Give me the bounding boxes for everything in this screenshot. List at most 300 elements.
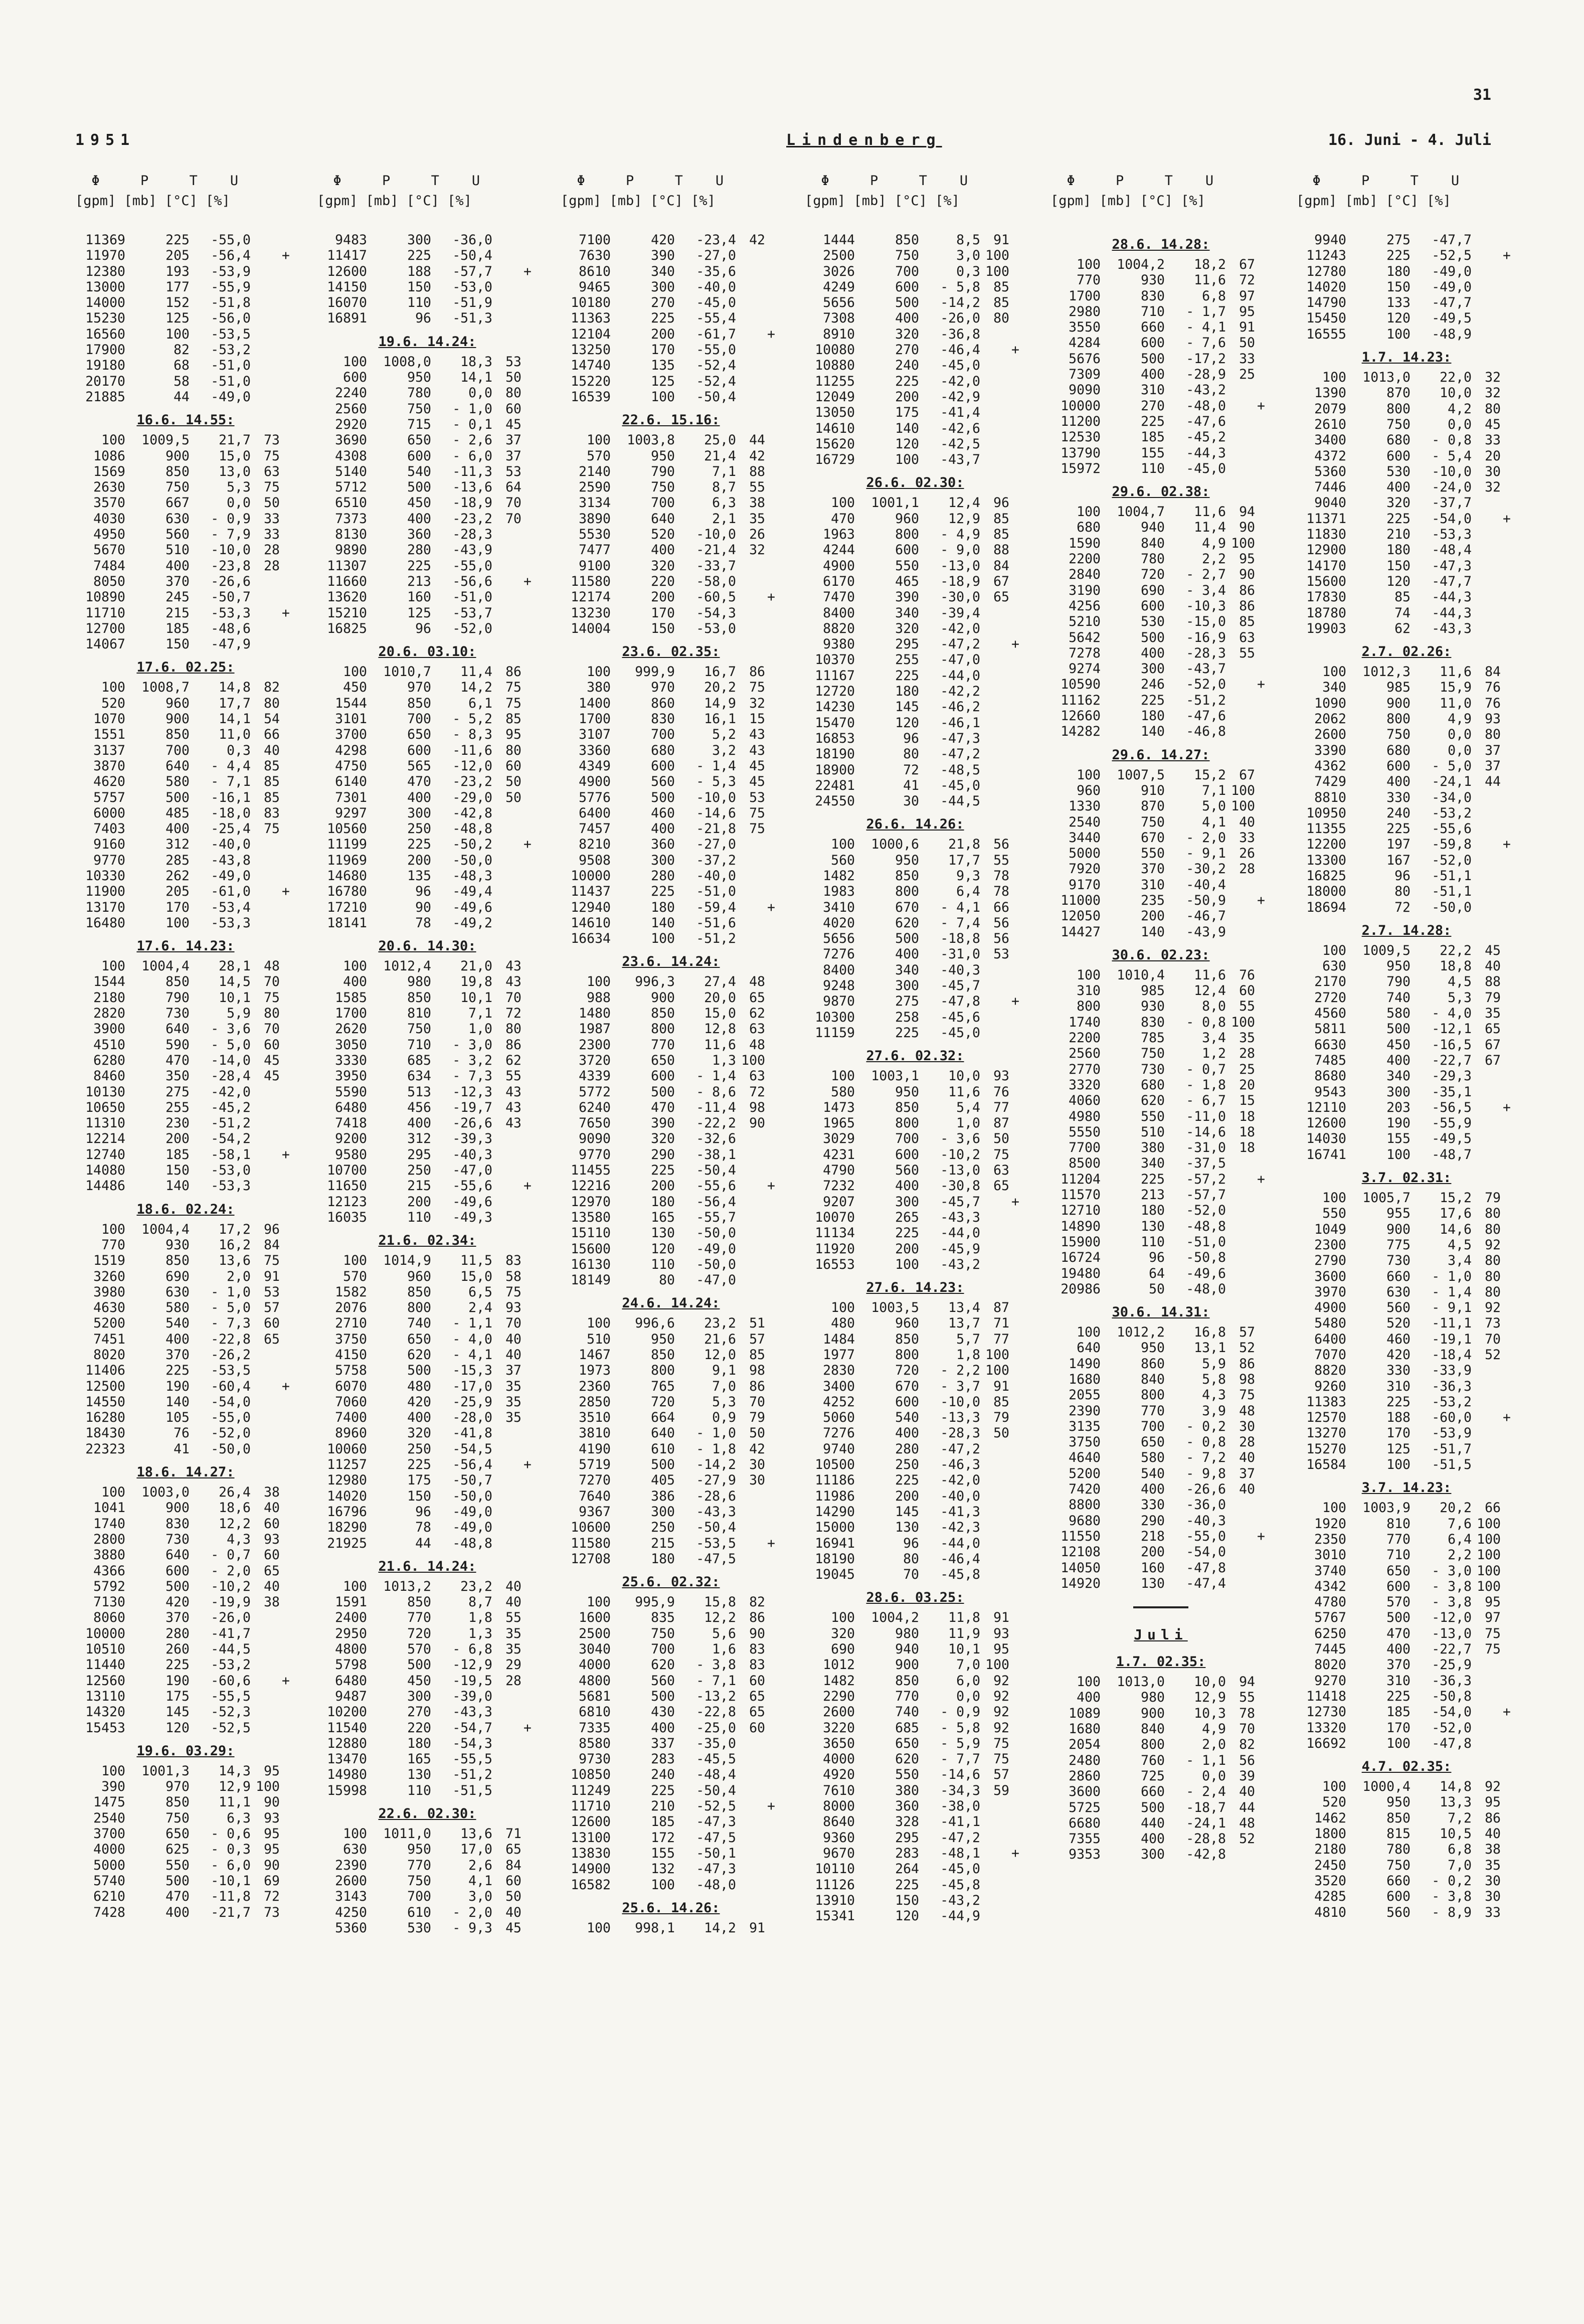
- humidity-cell: 86: [749, 1378, 765, 1394]
- table-row: [75, 680, 296, 695]
- pressure-cell: 850: [165, 1794, 190, 1810]
- table-row: [75, 232, 296, 248]
- geopotential-cell: 7477: [579, 542, 611, 558]
- table-row: [317, 1315, 538, 1331]
- temperature-cell: -45,8: [940, 1567, 980, 1583]
- temperature-cell: 17,0: [460, 1842, 492, 1858]
- humidity-cell: 86: [749, 1610, 765, 1626]
- temperature-cell: -43,3: [940, 1209, 980, 1225]
- temperature-cell: -52,5: [1432, 248, 1472, 264]
- temperature-cell: -34,3: [940, 1782, 980, 1798]
- tropopause-mark: +: [282, 248, 290, 264]
- humidity-cell: 50: [264, 495, 280, 511]
- humidity-cell: 45: [1485, 942, 1501, 958]
- temperature-cell: 12,2: [219, 1516, 251, 1532]
- geopotential-cell: 17830: [1306, 589, 1346, 605]
- pressure-cell: 380: [1141, 1140, 1165, 1156]
- geopotential-cell: 2200: [1069, 1030, 1101, 1046]
- geopotential-cell: 4810: [1314, 1904, 1346, 1920]
- pressure-cell: 1004,7: [1117, 504, 1165, 520]
- temperature-cell: -50,4: [696, 1782, 736, 1798]
- pressure-cell: 400: [165, 558, 190, 574]
- pressure-cell: 950: [1386, 958, 1411, 974]
- table-row: [1296, 448, 1517, 464]
- pressure-cell: 500: [651, 1084, 675, 1100]
- pressure-cell: 500: [1141, 1799, 1165, 1815]
- humidity-cell: 100: [985, 263, 1009, 279]
- geopotential-cell: 14740: [571, 358, 611, 374]
- pressure-cell: 125: [1386, 1441, 1411, 1457]
- geopotential-cell: 18000: [1306, 884, 1346, 900]
- pressure-cell: 750: [1141, 1046, 1165, 1062]
- geopotential-cell: 13830: [571, 1845, 611, 1861]
- pressure-cell: 360: [651, 837, 675, 853]
- geopotential-cell: 14020: [1306, 279, 1346, 295]
- geopotential-cell: 4339: [579, 1068, 611, 1084]
- pressure-cell: 100: [165, 915, 190, 931]
- pressure-cell: 450: [407, 495, 431, 511]
- pressure-cell: 530: [407, 1920, 431, 1936]
- humidity-cell: 63: [749, 1068, 765, 1084]
- temperature-cell: -55,4: [696, 310, 736, 326]
- geopotential-cell: 9367: [579, 1504, 611, 1520]
- pressure-cell: 850: [895, 232, 919, 248]
- humidity-cell: 50: [505, 774, 521, 790]
- sounding-block: [317, 934, 538, 1225]
- humidity-cell: 29: [505, 1657, 521, 1673]
- table-row: [317, 1626, 538, 1641]
- sounding-date-time: 17.6. 02.25:: [136, 659, 235, 676]
- pressure-cell: 170: [651, 342, 675, 358]
- temperature-cell: 16,8: [1194, 1324, 1226, 1341]
- geopotential-cell: 2180: [93, 989, 125, 1006]
- temperature-cell: 6,4: [956, 884, 980, 900]
- table-row: [317, 1579, 538, 1594]
- pressure-cell: 400: [1141, 367, 1165, 383]
- pressure-cell: 96: [903, 730, 919, 746]
- pressure-cell: 660: [1141, 1784, 1165, 1800]
- pressure-cell: 685: [895, 1720, 919, 1736]
- temperature-cell: -47,8: [940, 993, 980, 1010]
- humidity-cell: 95: [264, 1763, 280, 1779]
- temperature-cell: 15,0: [704, 1006, 736, 1022]
- geopotential-cell: 14030: [1306, 1131, 1346, 1147]
- pressure-cell: 110: [1141, 1234, 1165, 1250]
- sounding-title: [1296, 345, 1517, 370]
- geopotential-cell: 2950: [335, 1625, 367, 1641]
- pressure-cell: 100: [1386, 326, 1411, 342]
- temperature-cell: -52,0: [1186, 677, 1226, 693]
- geopotential-cell: 9270: [1314, 1673, 1346, 1689]
- table-row: [1050, 798, 1271, 814]
- temperature-cell: 0,0: [227, 495, 251, 511]
- humidity-cell: 69: [264, 1873, 280, 1889]
- geopotential-cell: 4560: [1314, 1006, 1346, 1022]
- humidity-cell: 100: [985, 1347, 1009, 1363]
- table-row: [1296, 1237, 1517, 1253]
- pressure-cell: 560: [165, 527, 190, 543]
- geopotential-cell: 8810: [1314, 789, 1346, 805]
- geopotential-cell: 3810: [579, 1425, 611, 1441]
- pressure-cell: 225: [1141, 692, 1165, 708]
- table-row: [1050, 814, 1271, 830]
- geopotential-cell: 100: [1322, 370, 1346, 386]
- table-row: [805, 1641, 1025, 1657]
- table-row: [317, 232, 538, 248]
- pressure-cell: 72: [903, 762, 919, 778]
- temperature-cell: -11,8: [211, 1889, 251, 1905]
- geopotential-cell: 4249: [823, 279, 855, 295]
- humidity-cell: 37: [1485, 758, 1501, 774]
- pressure-cell: 450: [407, 1673, 431, 1689]
- humidity-cell: 55: [1239, 999, 1255, 1015]
- geopotential-cell: 1590: [1069, 535, 1101, 551]
- table-row: [317, 511, 538, 527]
- tropopause-mark: +: [1011, 1845, 1019, 1861]
- pressure-cell: 225: [1386, 511, 1411, 527]
- temperature-cell: 3,4: [1202, 1030, 1226, 1046]
- pressure-cell: 96: [415, 1504, 431, 1520]
- geopotential-cell: 13050: [815, 405, 855, 421]
- temperature-cell: -43,3: [1432, 620, 1472, 636]
- pressure-cell: 300: [651, 1504, 675, 1520]
- temperature-cell: 13,6: [460, 1826, 492, 1842]
- temperature-cell: -51,2: [696, 931, 736, 947]
- geopotential-cell: 7640: [579, 1488, 611, 1504]
- temperature-cell: - 7,4: [940, 915, 980, 931]
- geopotential-cell: 8820: [823, 620, 855, 636]
- tropopause-mark: +: [523, 837, 532, 853]
- table-row: [805, 326, 1025, 342]
- table-row: [805, 605, 1025, 621]
- pressure-cell: 650: [165, 1826, 190, 1842]
- pressure-cell: 1014,9: [383, 1253, 431, 1269]
- humidity-cell: 92: [1485, 1779, 1501, 1795]
- pressure-cell: 610: [651, 1441, 675, 1457]
- pressure-cell: 120: [895, 715, 919, 731]
- temperature-cell: -50,9: [1186, 892, 1226, 908]
- pressure-cell: 200: [651, 326, 675, 342]
- temperature-cell: -13,2: [696, 1688, 736, 1704]
- table-row: [805, 1720, 1025, 1736]
- temperature-cell: - 8,3: [452, 727, 492, 743]
- geopotential-cell: 4030: [93, 511, 125, 527]
- pressure-cell: 770: [407, 1610, 431, 1626]
- geopotential-cell: 3360: [579, 742, 611, 758]
- sounding-date-time: 27.6. 02.32:: [866, 1048, 964, 1064]
- geopotential-cell: 7308: [823, 310, 855, 326]
- geopotential-cell: 1977: [823, 1347, 855, 1363]
- temperature-cell: 13,3: [1440, 1794, 1472, 1810]
- table-row: [1296, 727, 1517, 742]
- sounding-date-time: 4.7. 02.35:: [1361, 1759, 1452, 1775]
- temperature-cell: -14,2: [940, 295, 980, 311]
- sounding-date-time: 3.7. 02.31:: [1361, 1170, 1452, 1186]
- table-row: [1296, 943, 1517, 958]
- pressure-cell: 145: [895, 1504, 919, 1520]
- geopotential-cell: 13000: [85, 279, 125, 295]
- humidity-cell: 73: [264, 432, 280, 448]
- temperature-cell: 11,8: [948, 1610, 980, 1626]
- pressure-cell: 150: [895, 1892, 919, 1908]
- pressure-cell: 700: [1141, 1418, 1165, 1434]
- temperature-cell: -34,0: [1432, 789, 1472, 805]
- pressure-cell: 320: [1386, 495, 1411, 511]
- temperature-cell: - 8,9: [1432, 1904, 1472, 1920]
- humidity-cell: 75: [1239, 1387, 1255, 1403]
- pressure-cell: 775: [1386, 1237, 1411, 1253]
- table-row: [1296, 1425, 1517, 1441]
- pressure-cell: 200: [895, 389, 919, 405]
- sounding-date-time: 26.6. 02.30:: [866, 475, 964, 491]
- table-row: [317, 1379, 538, 1394]
- table-row: [1050, 1234, 1271, 1250]
- pressure-cell: 100: [165, 326, 190, 342]
- pressure-cell: 300: [895, 978, 919, 994]
- geopotential-cell: 9297: [335, 805, 367, 821]
- geopotential-cell: 4800: [335, 1641, 367, 1657]
- table-row: [1296, 621, 1517, 636]
- humidity-cell: 37: [1485, 742, 1501, 758]
- temperature-cell: - 5,8: [940, 1720, 980, 1736]
- geopotential-cell: 1544: [93, 974, 125, 990]
- humidity-cell: 85: [264, 774, 280, 790]
- pressure-cell: 250: [895, 1457, 919, 1473]
- geopotential-cell: 8210: [579, 837, 611, 853]
- humidity-cell: 30: [1485, 463, 1501, 479]
- geopotential-cell: 11307: [327, 558, 367, 574]
- temperature-cell: -51,8: [211, 295, 251, 311]
- geopotential-cell: 13300: [1306, 852, 1346, 868]
- temperature-cell: -36,0: [452, 232, 492, 248]
- temperature-cell: -49,2: [452, 915, 492, 931]
- table-row: [317, 1657, 538, 1673]
- temperature-cell: -13,0: [1432, 1625, 1472, 1641]
- sounding-date-time: 16.6. 14.55:: [136, 412, 235, 428]
- table-row: [1050, 1046, 1271, 1061]
- temperature-cell: -50,8: [1432, 1688, 1472, 1704]
- table-row: [317, 295, 538, 310]
- temperature-cell: -45,2: [211, 1099, 251, 1115]
- pressure-cell: 850: [165, 1253, 190, 1269]
- temperature-cell: -49,0: [452, 1504, 492, 1520]
- geopotential-cell: 3980: [93, 1284, 125, 1300]
- temperature-cell: -18,8: [940, 931, 980, 947]
- table-row: [805, 1068, 1025, 1084]
- humidity-cell: 60: [505, 758, 521, 774]
- pressure-cell: 110: [407, 1209, 431, 1225]
- humidity-cell: 76: [1485, 680, 1501, 696]
- humidity-cell: 87: [993, 1300, 1009, 1316]
- table-row: [1296, 774, 1517, 789]
- pressure-cell: 850: [895, 1331, 919, 1347]
- pressure-cell: 800: [1141, 1737, 1165, 1753]
- pressure-cell: 780: [1141, 551, 1165, 567]
- table-row: [1050, 1356, 1271, 1372]
- temperature-cell: -18,7: [1186, 1799, 1226, 1815]
- humidity-cell: 43: [505, 958, 521, 974]
- pressure-cell: 900: [165, 448, 190, 464]
- pressure-cell: 193: [165, 263, 190, 279]
- humidity-cell: 80: [1485, 727, 1501, 743]
- geopotential-cell: 8460: [93, 1068, 125, 1084]
- geopotential-cell: 8130: [335, 527, 367, 543]
- geopotential-cell: 10060: [327, 1441, 367, 1457]
- humidity-cell: 79: [749, 1410, 765, 1426]
- humidity-cell: 92: [1485, 1237, 1501, 1253]
- temperature-cell: -47,2: [940, 1441, 980, 1457]
- temperature-cell: -27,0: [696, 248, 736, 264]
- humidity-cell: 28: [264, 558, 280, 574]
- table-row: [1050, 288, 1271, 304]
- sounding-title: [1050, 943, 1271, 967]
- temperature-cell: -53,3: [1432, 527, 1472, 543]
- sounding-block: [1050, 479, 1271, 739]
- humidity-cell: 53: [505, 354, 521, 370]
- geopotential-cell: 8400: [823, 605, 855, 621]
- geopotential-cell: 9353: [1069, 1847, 1101, 1863]
- pressure-cell: 205: [165, 248, 190, 264]
- table-row: [1050, 1513, 1271, 1529]
- pressure-cell: 730: [165, 1006, 190, 1022]
- geopotential-cell: 3650: [823, 1735, 855, 1751]
- temperature-cell: -43,2: [1186, 382, 1226, 398]
- temperature-cell: - 1,1: [452, 1315, 492, 1332]
- humidity-cell: 54: [264, 711, 280, 727]
- table-row: [75, 358, 296, 373]
- table-row: [75, 1794, 296, 1810]
- pressure-cell: 275: [1386, 232, 1411, 248]
- pressure-cell: 100: [1386, 1146, 1411, 1163]
- pressure-cell: 220: [407, 1720, 431, 1736]
- temperature-cell: -45,2: [1186, 429, 1226, 445]
- table-row: [75, 1237, 296, 1253]
- pressure-cell: 200: [895, 1241, 919, 1257]
- temperature-cell: -48,3: [452, 868, 492, 884]
- sounding-date-time: 25.6. 14.26:: [622, 1900, 720, 1916]
- table-row: [1050, 1372, 1271, 1387]
- pressure-cell: 300: [651, 852, 675, 868]
- table-row: [317, 758, 538, 774]
- table-row: [1296, 711, 1517, 727]
- geopotential-cell: 17900: [85, 342, 125, 358]
- humidity-cell: 33: [1485, 1904, 1501, 1920]
- sounding-block: [1296, 1166, 1517, 1472]
- temperature-cell: - 7,1: [211, 774, 251, 790]
- table-row: [1050, 504, 1271, 520]
- table-row: [561, 931, 781, 946]
- geopotential-cell: 9730: [579, 1751, 611, 1767]
- table-row: [1296, 696, 1517, 711]
- pressure-cell: 770: [407, 1857, 431, 1873]
- temperature-cell: - 3,6: [940, 1131, 980, 1147]
- temperature-cell: 15,2: [1194, 767, 1226, 783]
- humidity-cell: 93: [1485, 711, 1501, 727]
- geopotential-cell: 2860: [1069, 1768, 1101, 1784]
- pressure-cell: 485: [165, 805, 190, 821]
- temperature-cell: -52,0: [1432, 852, 1472, 868]
- humidity-cell: 37: [505, 448, 521, 464]
- table-row: [1050, 536, 1271, 551]
- table-row: [805, 1147, 1025, 1163]
- temperature-cell: 1,2: [1202, 1046, 1226, 1062]
- temperature-cell: -52,3: [211, 1704, 251, 1720]
- table-row: [805, 1798, 1025, 1814]
- temperature-cell: -47,0: [452, 1163, 492, 1179]
- temperature-cell: -42,2: [940, 684, 980, 700]
- humidity-cell: 94: [1239, 1674, 1255, 1690]
- pressure-cell: 225: [651, 1782, 675, 1798]
- geopotential-cell: 100: [1077, 967, 1101, 983]
- humidity-cell: 51: [749, 1315, 765, 1332]
- table-row: [317, 884, 538, 899]
- humidity-cell: 38: [264, 1484, 280, 1501]
- temperature-cell: -47,6: [1186, 708, 1226, 724]
- humidity-cell: 32: [1485, 370, 1501, 386]
- pressure-cell: 950: [895, 1084, 919, 1100]
- humidity-cell: 100: [1477, 1563, 1501, 1579]
- geopotential-cell: 1086: [93, 448, 125, 464]
- temperature-cell: 19,8: [460, 974, 492, 990]
- geopotential-cell: 100: [1322, 1779, 1346, 1795]
- table-row: [75, 1410, 296, 1425]
- pressure-cell: 1003,1: [871, 1068, 919, 1084]
- temperature-cell: -52,4: [696, 373, 736, 389]
- pressure-cell: 300: [1141, 1847, 1165, 1863]
- geopotential-cell: 3320: [1069, 1077, 1101, 1093]
- pressure-cell: 700: [651, 495, 675, 511]
- pressure-cell: 750: [1386, 727, 1411, 743]
- temperature-cell: -44,5: [940, 793, 980, 809]
- geopotential-cell: 5712: [335, 479, 367, 495]
- geopotential-cell: 10880: [815, 358, 855, 374]
- geopotential-cell: 16941: [815, 1535, 855, 1551]
- geopotential-cell: 16729: [815, 452, 855, 468]
- temperature-cell: -16,5: [1432, 1037, 1472, 1053]
- pressure-cell: 690: [165, 1268, 190, 1284]
- temperature-cell: 4,1: [468, 1873, 492, 1889]
- temperature-cell: -47,3: [940, 730, 980, 746]
- table-row: [805, 900, 1025, 915]
- table-row: [1296, 1269, 1517, 1284]
- pressure-cell: 180: [407, 1735, 431, 1751]
- geopotential-cell: 11660: [327, 573, 367, 589]
- table-row: [1296, 1858, 1517, 1873]
- geopotential-cell: 12730: [1306, 1704, 1346, 1720]
- table-row: [805, 1025, 1025, 1041]
- column-variables: Φ P T U: [1050, 173, 1214, 189]
- geopotential-cell: 2054: [1069, 1737, 1101, 1753]
- table-row: [75, 1763, 296, 1779]
- humidity-cell: 78: [1239, 1705, 1255, 1721]
- temperature-cell: -45,6: [940, 1009, 980, 1025]
- geopotential-cell: 7276: [823, 946, 855, 962]
- table-row: [805, 993, 1025, 1009]
- geopotential-cell: 2710: [335, 1315, 367, 1332]
- sounding-date-time: 18.6. 02.24:: [136, 1201, 235, 1217]
- pressure-cell: 225: [1386, 1394, 1411, 1410]
- table-row: [805, 762, 1025, 778]
- geopotential-cell: 2590: [579, 479, 611, 495]
- geopotential-cell: 3570: [93, 495, 125, 511]
- geopotential-cell: 570: [587, 448, 611, 464]
- geopotential-cell: 4372: [1314, 448, 1346, 464]
- geopotential-cell: 10300: [815, 1009, 855, 1025]
- temperature-cell: - 3,8: [696, 1657, 736, 1673]
- table-row: [1050, 1481, 1271, 1497]
- pressure-cell: 225: [407, 248, 431, 264]
- tropopause-mark: +: [1257, 677, 1265, 693]
